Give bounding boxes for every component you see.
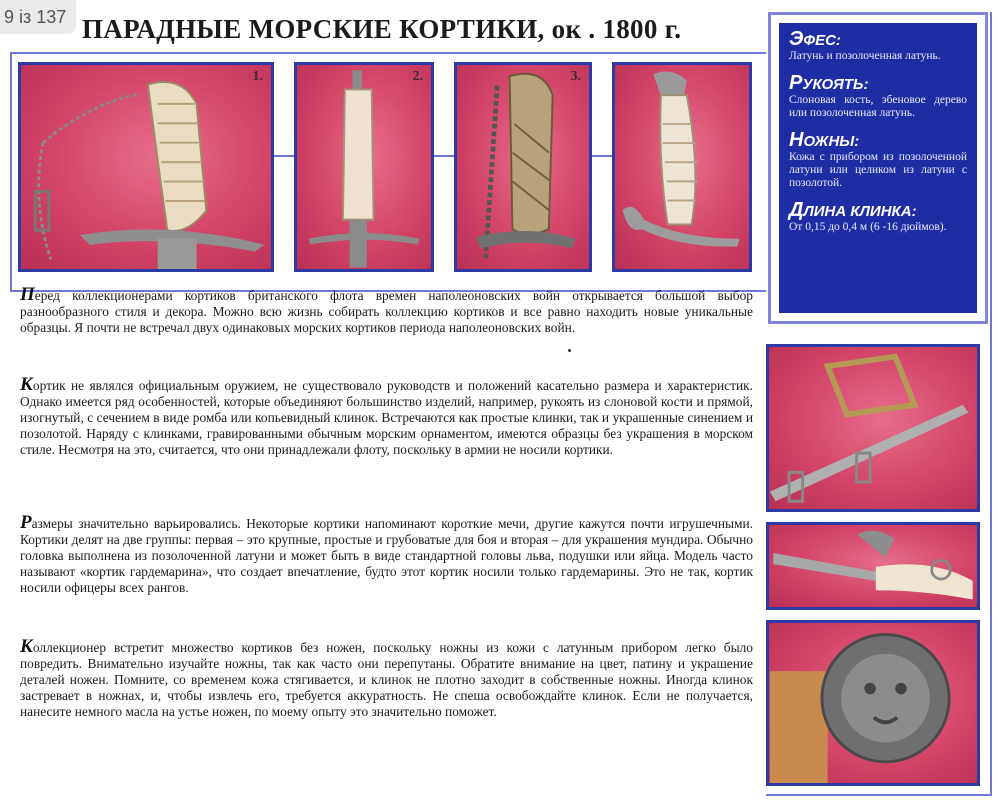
paragraph-collector: Коллекционер встретит множество кортиков без ножен, поскольку ножны из кожи с латунным прибором легко было повредить. Внимательно изучайте ножны, так как часто они перепутаны. Обратите внимание на цвет, патину и украшение деталей ножен. Помните, со временем кожа стягивается, и клинок не плотно заходит в собственные ножны. Иногда клинок застревает в ножнах, и, чтобы извлечь его, требуется аккуратность. Не спеша освобождайте клинок. Если не получается, нанесите немного масла на устье ножен, по моему опыту это значительно поможет. — [20, 636, 753, 719]
dirk-illustration-3 — [457, 65, 589, 269]
dirk-detail-photo-1 — [766, 344, 980, 512]
photo-number-3: 3. — [570, 69, 581, 84]
photo-number-1: 1. — [252, 69, 263, 84]
dirk-detail-illustration-2 — [769, 525, 977, 607]
dirk-detail-illustration-1 — [769, 347, 977, 509]
photo-connector-1 — [272, 155, 294, 157]
spec-heading-blade-length: ДЛИНА КЛИНКА: — [789, 199, 917, 221]
specifications-panel — [779, 23, 977, 313]
paragraph-sizes: Размеры значительно варьировались. Некоторые кортики напоминают короткие мечи, другие кажутся почти игрушечными. Кортики делят на две группы: первая – это крупные, простые и грубоватые для боя и вторая – для украшения мундира. Обычно головка выполнена из позолоченной латуни и может быть в виде стандартной головы льва, подушки или яйца. Модель часто называют «кортик гардемарина», что создает впечатление, будто этот кортик носили только гардемарины. Это не так, кортик носили офицеры всех рангов. — [20, 512, 753, 595]
dirk-photo-2 — [294, 62, 434, 272]
page-title: ПАРАДНЫЕ МОРСКИЕ КОРТИКИ, ок . 1800 г. — [82, 14, 682, 44]
spec-text-scabbard: Кожа с прибором из позолоченной латуни или целиком из латуни с позолотой. — [789, 151, 967, 189]
photo-connector-2 — [432, 155, 454, 157]
page-counter: 9 із 137 — [0, 0, 76, 34]
spec-text-hilt: Латунь и позолоченная латунь. — [789, 50, 941, 62]
spec-heading-scabbard: НОЖНЫ: — [789, 129, 860, 151]
stray-dot — [568, 349, 571, 352]
specifications-box — [768, 12, 988, 324]
dirk-illustration-1 — [21, 65, 271, 269]
spec-text-blade-length: От 0,15 до 0,4 м (6 -16 дюймов). — [789, 221, 947, 233]
spec-heading-grip: РУКОЯТЬ: — [789, 72, 869, 94]
dirk-detail-photo-2 — [766, 522, 980, 610]
frame-line-right — [990, 12, 992, 796]
frame-line-bottom — [766, 794, 992, 796]
photo-number-2: 2. — [412, 69, 423, 84]
spec-heading-hilt: ЭФЕС: — [789, 28, 841, 50]
frame-line-top — [10, 52, 766, 54]
paragraph-intro: Перед коллекционерами кортиков британского флота времен наполеоновских войн открывается большой выбор разнообразного стиля и декора. Можно всю жизнь собирать коллекцию кортиков и все равно находить новые уникальные образцы. Я почти не встречал двух одинаковых морских кортиков периода наполеоновских войн. — [20, 284, 753, 335]
dirk-photo-4 — [612, 62, 752, 272]
dirk-photo-1 — [18, 62, 274, 272]
frame-line-left — [10, 52, 12, 292]
dirk-illustration-2 — [297, 65, 431, 269]
photo-connector-3 — [590, 155, 612, 157]
paragraph-not-official: Кортик не являлся официальным оружием, не существовало руководств и положений касательно размера и характеристик. Однако имеется ряд особенностей, которые объединяют большинство изделий, например, рукоять из слоновой кости и прямой, изогнутый, с сечением в виде ромба или копьевидный клинок. Встречаются как простые клинки, так и украшенные синением и позолотой. Наряду с клинками, гравированными обычным морским орнаментом, имеются образцы без украшения в морском стиле. Несмотря на это, считается, что они принадлежали флоту, поскольку в армии не носили кортики. — [20, 374, 753, 457]
lion-head-pommel-illustration — [769, 623, 977, 783]
dirk-illustration-4 — [615, 65, 749, 269]
spec-text-grip: Слоновая кость, эбеновое дерево или позолоченная латунь. — [789, 94, 967, 119]
lion-head-pommel-photo — [766, 620, 980, 786]
dirk-photo-3 — [454, 62, 592, 272]
